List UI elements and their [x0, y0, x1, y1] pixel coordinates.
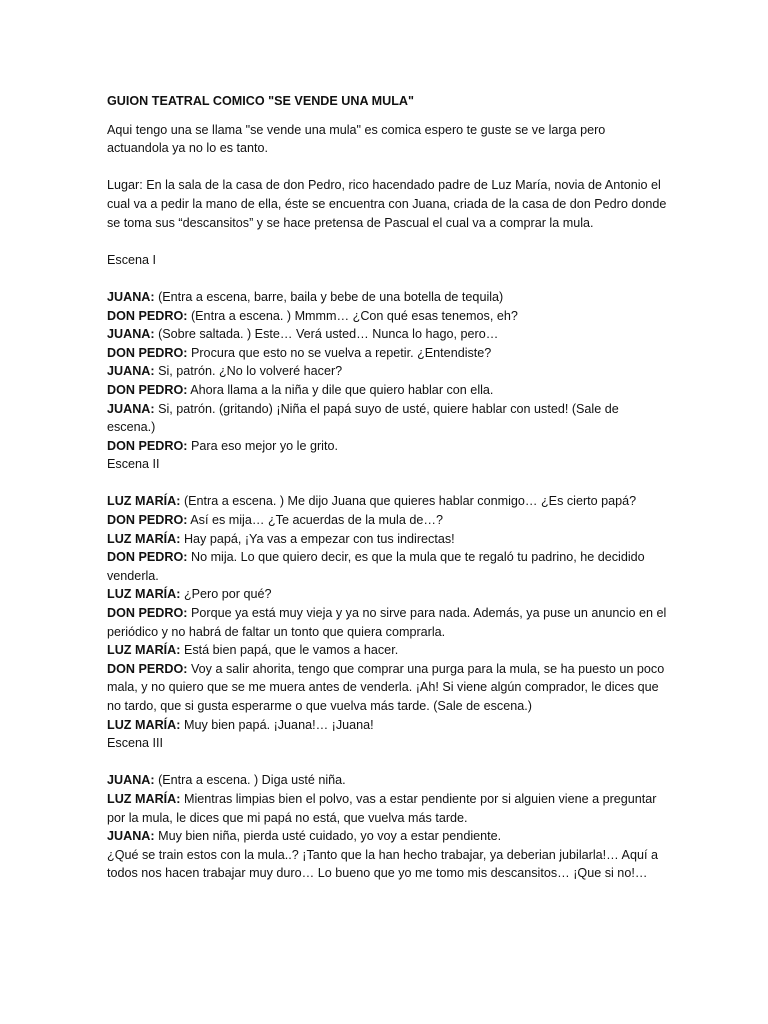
- speaker-name: JUANA:: [107, 401, 155, 416]
- dialogue-line: [107, 604, 668, 641]
- dialogue-line: [107, 530, 668, 549]
- speaker-name: DON PERDO:: [107, 661, 188, 676]
- line-text: Voy a salir ahorita, tengo que comprar una purga para la mula, se ha puesto un poco mala, y no quiero que se me muera antes de venderla. ¡Ah! Si viene algún comprador, le dices que no tardo, que si gusta esperarme o que vuelva más tarde. (Sale de escena.): [107, 661, 665, 713]
- line-text: Porque ya está muy vieja y ya no sirve para nada. Además, ya puse un anuncio en el periódico y no habrá de faltar un tonto que quiera comprarla.: [107, 606, 667, 639]
- line-text: Muy bien niña, pierda usté cuidado, yo voy a estar pendiente.: [154, 829, 502, 844]
- line-text: (Entra a escena. ) Mmmm… ¿Con qué esas tenemos, eh?: [187, 308, 518, 323]
- dialogue-line: [107, 827, 668, 846]
- speaker-name: DON PEDRO:: [107, 345, 188, 360]
- scene-heading: Escena I: [107, 252, 157, 267]
- line-text: ¿Pero por qué?: [180, 587, 272, 602]
- speaker-name: DON PEDRO:: [107, 382, 188, 397]
- dialogue-line: [107, 325, 668, 344]
- speaker-name: DON PEDRO:: [107, 606, 188, 621]
- speaker-name: LUZ MARÍA:: [107, 494, 181, 509]
- dialogue-line: [107, 307, 668, 326]
- scene-2: [107, 455, 668, 734]
- speaker-name: LUZ MARÍA:: [107, 643, 181, 658]
- dialogue-line: [107, 362, 668, 381]
- dialogue-line: [107, 660, 668, 716]
- line-text: Ahora llama a la niña y dile que quiero hablar con ella.: [187, 382, 494, 397]
- line-text: Mientras limpias bien el polvo, vas a estar pendiente por si alguien viene a preguntar por la mula, le dices que mi papá no está, que vuelva más tarde.: [107, 791, 657, 825]
- intro-paragraph: Aqui tengo una se llama "se vende una mula" es comica espero te guste se ve larga pero actuandola ya no lo es tanto.: [107, 122, 606, 156]
- speaker-name: JUANA:: [107, 289, 155, 304]
- line-text: Si, patrón. ¿No lo volveré hacer?: [154, 364, 343, 379]
- dialogue-line: [107, 437, 668, 456]
- line-text: Procura que esto no se vuelva a repetir. ¿Entendiste?: [187, 345, 492, 360]
- dialogue-line: [107, 548, 668, 585]
- speaker-name: JUANA:: [107, 773, 155, 788]
- speaker-name: LUZ MARÍA:: [107, 717, 181, 732]
- dialogue-block: [107, 288, 668, 455]
- scene-heading: Escena II: [107, 457, 160, 472]
- speaker-name: DON PEDRO:: [107, 308, 188, 323]
- line-text: No mija. Lo que quiero decir, es que la mula que te regaló tu padrino, he decidido venderla.: [107, 550, 645, 583]
- line-text: Para eso mejor yo le grito.: [187, 438, 338, 453]
- speaker-name: DON PEDRO:: [107, 438, 188, 453]
- speaker-name: DON PEDRO:: [107, 550, 188, 565]
- line-text: (Entra a escena. ) Me dijo Juana que quieres hablar conmigo… ¿Es cierto papá?: [180, 494, 637, 509]
- dialogue-block: [107, 771, 668, 883]
- dialogue-line: [107, 381, 668, 400]
- dialogue-line: [107, 511, 668, 530]
- line-text: ¿Qué se train estos con la mula..? ¡Tanto que la han hecho trabajar, ya deberian jubilarla!… Aquí a todos nos hacen trabajar muy duro… Lo bueno que yo me tomo mis descansitos… ¡Que si no!…: [107, 847, 658, 881]
- speaker-name: JUANA:: [107, 364, 155, 379]
- speaker-name: JUANA:: [107, 829, 155, 844]
- line-text: Muy bien papá. ¡Juana!… ¡Juana!: [180, 717, 374, 732]
- speaker-name: LUZ MARÍA:: [107, 791, 181, 806]
- line-text: (Entra a escena. ) Diga usté niña.: [154, 773, 346, 788]
- dialogue-line: [107, 790, 668, 827]
- scene-3: [107, 734, 668, 883]
- dialogue-line: [107, 400, 668, 437]
- dialogue-line: [107, 344, 668, 363]
- line-text: (Entra a escena, barre, baila y bebe de una botella de tequila): [154, 289, 504, 304]
- dialogue-block: [107, 492, 668, 734]
- scene-1: [107, 251, 668, 456]
- dialogue-line: [107, 492, 668, 511]
- setting-paragraph: Lugar: En la sala de la casa de don Pedro, rico hacendado padre de Luz María, novia de Antonio el cual va a pedir la mano de ella, éste se encuentra con Juana, criada de la casa de don Pedro donde se toma sus “descansitos” y se hace pretensa de Pascual el cual va a comprar la mula.: [107, 178, 667, 230]
- dialogue-line: [107, 288, 668, 307]
- line-text: Hay papá, ¡Ya vas a empezar con tus indirectas!: [180, 531, 455, 546]
- line-text: (Sobre saltada. ) Este… Verá usted… Nunca lo hago, pero…: [154, 327, 499, 342]
- scene-heading: Escena III: [107, 736, 164, 751]
- speaker-name: LUZ MARÍA:: [107, 531, 181, 546]
- dialogue-line: [107, 771, 668, 790]
- speaker-name: DON PEDRO:: [107, 513, 188, 528]
- dialogue-line: [107, 846, 668, 883]
- dialogue-line: [107, 641, 668, 660]
- line-text: Está bien papá, que le vamos a hacer.: [180, 643, 399, 658]
- dialogue-line: [107, 716, 668, 735]
- speaker-name: JUANA:: [107, 327, 155, 342]
- script-title: GUION TEATRAL COMICO "SE VENDE UNA MULA": [107, 94, 414, 108]
- line-text: Así es mija… ¿Te acuerdas de la mula de…?: [187, 513, 443, 528]
- line-text: Si, patrón. (gritando) ¡Niña el papá suyo de usté, quiere hablar con usted! (Sale de escena.): [107, 401, 619, 435]
- speaker-name: LUZ MARÍA:: [107, 587, 181, 602]
- dialogue-line: [107, 585, 668, 604]
